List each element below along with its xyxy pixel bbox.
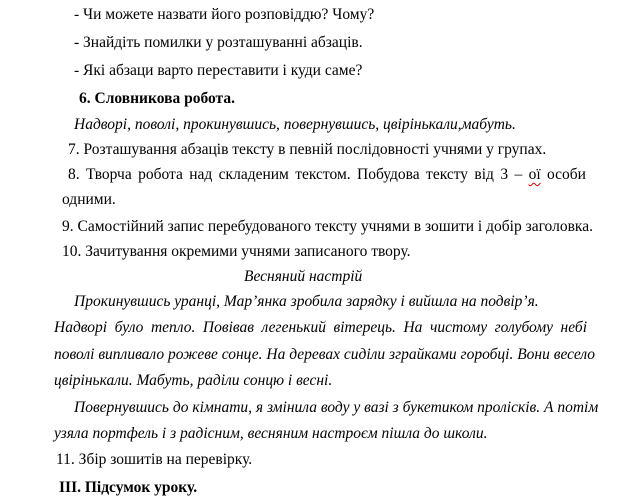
word: особи xyxy=(547,166,586,183)
word: голубому xyxy=(494,319,553,336)
word: небі xyxy=(560,319,587,336)
list-item: 7. Розташування абзаців тексту в певній послідовності учнями у групах. xyxy=(68,141,547,158)
word: Повівав xyxy=(202,319,254,336)
word: Творча xyxy=(86,166,132,183)
list-item xyxy=(68,165,586,185)
word: складеним xyxy=(218,166,289,183)
spelling-error-word: ої xyxy=(528,166,541,183)
list-item: 9. Самостійний запис перебудованого тексту учнями в зошити і добір заголовка. xyxy=(62,218,593,235)
word: Надворі xyxy=(54,319,108,336)
list-item: 11. Збір зошитів на перевірку. xyxy=(56,451,253,468)
story-line: узяла портфель і з радісним, весняним настроєм пішла до школи. xyxy=(54,425,488,442)
story-line: поволі випливало рожеве сонце. На деревах сиділи зграйками горобці. Вони весело xyxy=(54,346,596,363)
question-line: - Знайдіть помилки у розташуванні абзаців. xyxy=(74,34,363,51)
word: – xyxy=(514,166,523,183)
word: легенький xyxy=(261,319,326,336)
story-title: Весняний настрій xyxy=(244,268,363,285)
story-line xyxy=(54,318,587,338)
vocabulary-words: Надворі, поволі, прокинувшись, повернувшись, цвірінькали,мабуть. xyxy=(74,116,516,133)
word: було xyxy=(114,319,144,336)
story-line: Повернувшись до кімнати, я змінила воду у вазі з букетиком пролісків. А потім xyxy=(74,399,599,416)
question-line: - Які абзаци варто переставити і куди саме? xyxy=(74,62,363,79)
word: робота xyxy=(138,166,183,183)
word: від xyxy=(474,166,494,183)
word: тексту xyxy=(426,166,469,183)
word: 3 xyxy=(500,166,509,183)
section-heading: ІІІ. Підсумок уроку. xyxy=(59,479,198,496)
story-line: Прокинувшись уранці, Мар’янка зробила зарядку і вийшла на подвір’я. xyxy=(74,293,539,310)
word: На xyxy=(403,319,423,336)
list-item: 10. Зачитування окремими учнями записаного твору. xyxy=(62,243,411,260)
word: над xyxy=(189,166,213,183)
word: Побудова xyxy=(357,166,420,183)
word: вітерець. xyxy=(333,319,396,336)
word: тепло. xyxy=(150,319,196,336)
word: чистому xyxy=(429,319,488,336)
section-heading: 6. Словникова робота. xyxy=(79,90,235,107)
word: текстом. xyxy=(295,166,351,183)
list-item-continuation: одними. xyxy=(62,191,116,208)
question-line: - Чи можете назвати його розповіддю? Чому? xyxy=(74,6,375,23)
story-line: цвірінькали. Мабуть, раділи сонцю і весні. xyxy=(54,372,333,389)
word: 8. xyxy=(68,166,80,183)
